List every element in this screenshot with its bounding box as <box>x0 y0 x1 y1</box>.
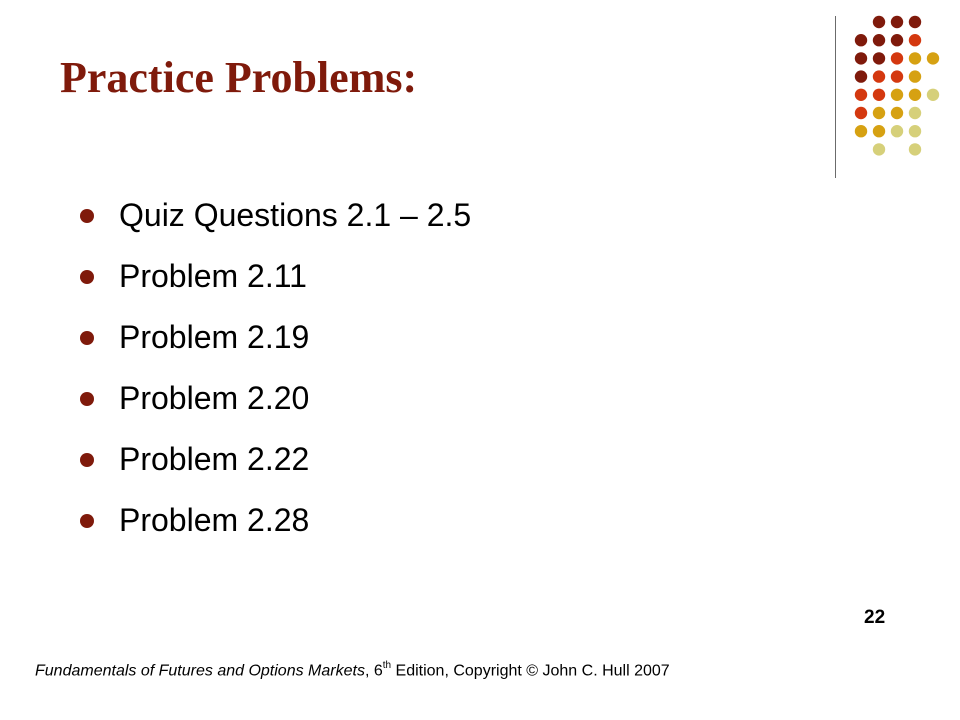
bullet-point-icon <box>80 453 94 467</box>
bullet-item <box>80 185 471 246</box>
decorative-dot <box>891 89 903 101</box>
decorative-dot <box>855 52 867 64</box>
decorative-dot <box>891 34 903 46</box>
decorative-dot <box>909 16 921 28</box>
decorative-dot <box>873 107 885 119</box>
decorative-dot <box>873 89 885 101</box>
footer-edition-text: Edition, Copyright © John C. Hull 2007 <box>391 662 670 680</box>
bullet-point-icon <box>80 514 94 528</box>
vertical-divider <box>835 16 836 178</box>
decorative-dot <box>891 107 903 119</box>
decorative-dot <box>909 34 921 46</box>
bullet-point-icon <box>80 209 94 223</box>
bullet-item <box>80 307 471 368</box>
bullet-point-icon <box>80 331 94 345</box>
page-number: 22 <box>864 607 886 628</box>
decorative-dot <box>927 89 939 101</box>
decorative-dot <box>909 125 921 137</box>
decorative-dot <box>855 89 867 101</box>
decorative-dot <box>891 125 903 137</box>
decorative-dot <box>909 143 921 155</box>
decorative-dot <box>909 52 921 64</box>
decorative-dot <box>891 70 903 82</box>
decorative-dot <box>873 143 885 155</box>
decorative-dot <box>873 52 885 64</box>
bullet-text: Problem 2.20 <box>119 380 310 416</box>
footer-edition-suffix: th <box>382 660 392 671</box>
decorative-dot <box>873 16 885 28</box>
bullet-item <box>80 368 471 429</box>
decorative-dot <box>855 70 867 82</box>
bullet-point-icon <box>80 270 94 284</box>
decorative-dot <box>855 107 867 119</box>
bullet-text: Problem 2.22 <box>119 441 310 477</box>
footer-book-title: Fundamentals of Futures and Options Markets <box>35 662 365 680</box>
bullet-point-icon <box>80 392 94 406</box>
bullet-list <box>80 185 471 551</box>
decorative-dot <box>909 107 921 119</box>
decorative-dot <box>873 125 885 137</box>
bullet-item <box>80 246 471 307</box>
bullet-text: Problem 2.19 <box>119 319 310 355</box>
decorative-dot <box>873 34 885 46</box>
decorative-dot <box>873 70 885 82</box>
slide-title: Practice Problems: <box>60 53 418 102</box>
bullet-item <box>80 490 471 551</box>
bullet-text: Quiz Questions 2.1 – 2.5 <box>119 197 472 233</box>
decorative-dot <box>891 52 903 64</box>
bullet-item <box>80 429 471 490</box>
bullet-text: Problem 2.28 <box>119 502 310 538</box>
decorative-dot <box>891 16 903 28</box>
bullet-text: Problem 2.11 <box>119 258 307 294</box>
decorative-dot <box>909 89 921 101</box>
decorative-dot <box>909 70 921 82</box>
decorative-dot <box>855 34 867 46</box>
decorative-dot <box>855 125 867 137</box>
footer-copyright <box>35 661 670 680</box>
decorative-dot <box>927 52 939 64</box>
footer-edition-number: , 6 <box>364 662 383 680</box>
